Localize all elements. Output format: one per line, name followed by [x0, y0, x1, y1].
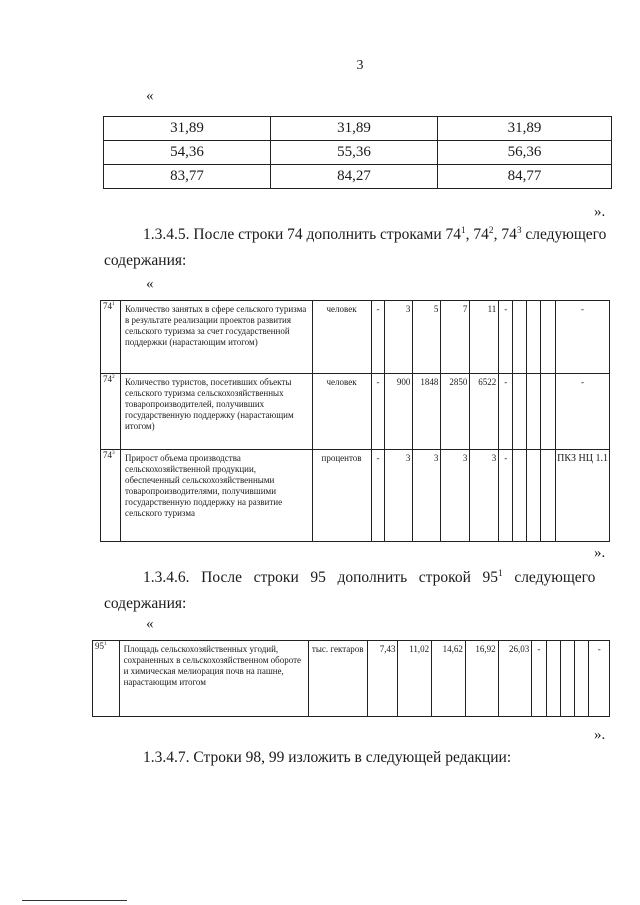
value-cell: - — [499, 450, 513, 542]
value-cell: 26,03 — [498, 641, 532, 717]
row-number-text: 74 — [103, 301, 112, 311]
heading-text: следующего — [521, 226, 607, 243]
table-row — [101, 450, 610, 542]
value-cell: - — [589, 641, 610, 717]
value-cell — [513, 301, 527, 374]
indicator-description: Количество туристов, посетивших объекты сельского туризма сельскохозяйственных товаропроизводителей, получивших государственную поддержку (нарастающим итогом) — [120, 374, 312, 450]
value-cell: - — [556, 301, 610, 374]
value-cell — [513, 374, 527, 450]
unit-cell: человек — [312, 301, 371, 374]
table-row — [101, 301, 610, 374]
row-number — [101, 450, 121, 542]
section-heading-1345-line2: содержания: — [104, 252, 187, 269]
row-number-text: 74 — [103, 374, 112, 384]
row-number — [101, 374, 121, 450]
heading-text: 1.3.4.5. После строки 74 дополнить строками 74 — [143, 226, 462, 243]
table-cell: 54,36 — [104, 141, 271, 165]
close-quote: ». — [594, 727, 606, 743]
table-cell: 31,89 — [104, 117, 271, 141]
section-heading-1346 — [143, 565, 613, 590]
superscript: 3 — [516, 225, 522, 236]
value-cell: 3 — [385, 301, 413, 374]
section-heading-1346-line2: содержания: — [104, 595, 187, 612]
row-number — [101, 301, 121, 374]
value-cell: 7,43 — [367, 641, 398, 717]
value-cell: 1848 — [413, 374, 441, 450]
value-cell: - — [371, 450, 385, 542]
table-cell: 83,77 — [104, 165, 271, 189]
table-row — [101, 374, 610, 450]
row-number-text: 95 — [95, 641, 104, 651]
value-cell — [541, 374, 556, 450]
indicator-description: Площадь сельскохозяйственных угодий, сохраненных в сельскохозяйственном обороте и химическая мелиорация почв на пашне, нарастающим итогом — [119, 641, 308, 717]
value-cell: 7 — [441, 301, 470, 374]
value-cell: - — [371, 301, 385, 374]
unit-cell: человек — [312, 374, 371, 450]
unit-cell: тыс. гектаров — [308, 641, 367, 717]
value-cell: 3 — [385, 450, 413, 542]
value-cell: - — [371, 374, 385, 450]
value-cell: 11 — [470, 301, 499, 374]
table-cell: 84,27 — [271, 165, 438, 189]
table-cell: 56,36 — [438, 141, 612, 165]
value-cell: 11,02 — [398, 641, 432, 717]
close-quote: ». — [594, 204, 606, 220]
value-cell: 900 — [385, 374, 413, 450]
superscript: 2 — [112, 374, 115, 380]
table-row — [104, 141, 612, 165]
value-cell — [575, 641, 589, 717]
indicator-table-74 — [100, 300, 610, 542]
value-cell — [527, 374, 541, 450]
table-cell: 55,36 — [271, 141, 438, 165]
table-row — [104, 165, 612, 189]
indicator-table-95 — [92, 640, 610, 717]
row-number-text: 74 — [103, 450, 112, 460]
superscript: 1 — [498, 568, 503, 579]
value-cell: ПКЗ НЦ 1.1 — [556, 450, 610, 542]
indicator-description: Количество занятых в сфере сельского туризма в результате реализации проектов развития сельского туризма за счет государственной поддержки (нарастающим итогом) — [120, 301, 312, 374]
table-row — [104, 117, 612, 141]
value-cell — [513, 450, 527, 542]
open-quote: « — [146, 276, 154, 292]
value-cell: - — [532, 641, 546, 717]
value-cell: 16,92 — [465, 641, 498, 717]
value-cell: 3 — [470, 450, 499, 542]
value-cell: - — [499, 374, 513, 450]
superscript: 1 — [104, 641, 107, 647]
page-number: 3 — [356, 58, 364, 73]
heading-text: следующего — [502, 569, 596, 586]
value-cell: - — [499, 301, 513, 374]
value-cell — [541, 450, 556, 542]
value-cell: - — [556, 374, 610, 450]
value-cell — [527, 301, 541, 374]
heading-text: , 74 — [493, 226, 517, 243]
table-cell: 84,77 — [438, 165, 612, 189]
table-cell: 31,89 — [438, 117, 612, 141]
section-heading-1347: 1.3.4.7. Строки 98, 99 изложить в следующей редакции: — [143, 749, 512, 766]
value-cell: 2850 — [441, 374, 470, 450]
value-cell — [560, 641, 574, 717]
value-cell — [527, 450, 541, 542]
unit-cell: процентов — [312, 450, 371, 542]
value-cell: 3 — [441, 450, 470, 542]
open-quote: « — [146, 88, 154, 104]
superscript: 1 — [112, 301, 115, 307]
value-cell: 6522 — [470, 374, 499, 450]
indicator-description: Прирост объема производства сельскохозяйственной продукции, обеспеченный сельскохозяйственными товаропроизводителями, получившими государственную поддержку на развитие сельского туризма — [120, 450, 312, 542]
close-quote: ». — [594, 545, 606, 561]
footnote-divider — [22, 900, 127, 901]
table-cell: 31,89 — [271, 117, 438, 141]
value-cell: 3 — [413, 450, 441, 542]
values-table — [103, 116, 612, 189]
row-number — [93, 641, 120, 717]
superscript: 3 — [112, 450, 115, 456]
value-cell: 14,62 — [432, 641, 466, 717]
table-row — [93, 641, 610, 717]
superscript: 1 — [461, 225, 466, 236]
value-cell — [541, 301, 556, 374]
open-quote: « — [146, 616, 154, 632]
section-heading-1345 — [143, 222, 613, 247]
heading-text: , 74 — [465, 226, 489, 243]
value-cell — [546, 641, 560, 717]
superscript: 2 — [488, 225, 494, 236]
heading-text: 1.3.4.6. После строки 95 дополнить строкой 95 — [143, 569, 499, 586]
value-cell: 5 — [413, 301, 441, 374]
